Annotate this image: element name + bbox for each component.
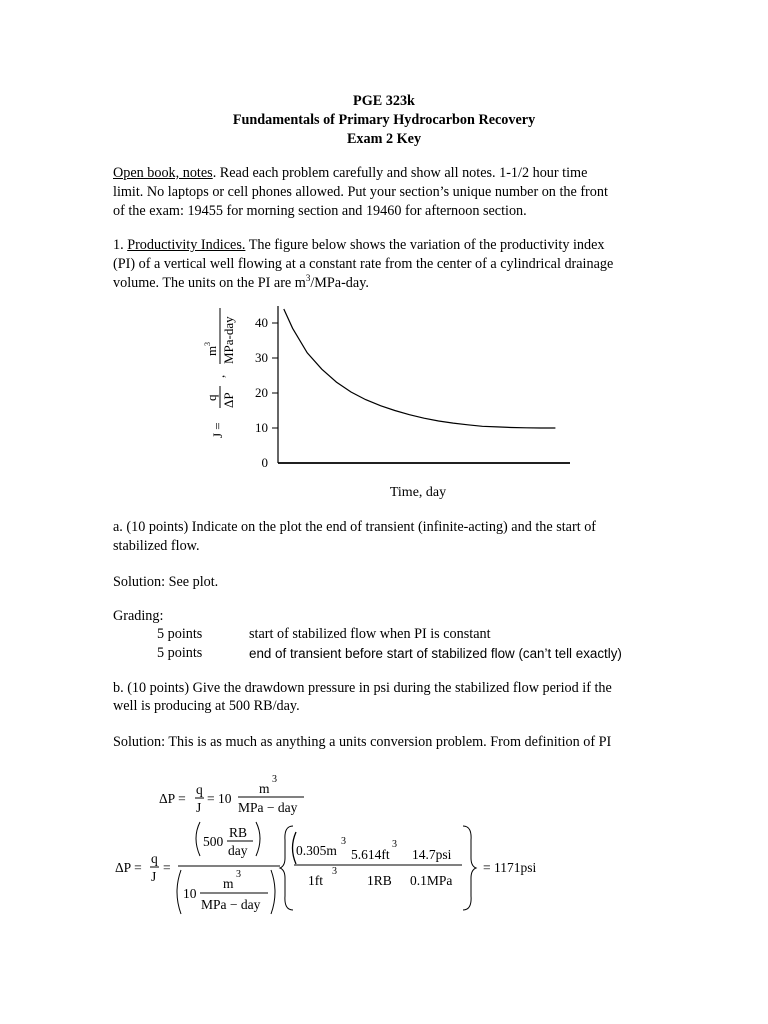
part-a-line-1: a. (10 points) Indicate on the plot the end of transient (infinite-acting) and the start of: [113, 519, 597, 535]
problem1-line-2: (PI) of a vertical well flowing at a constant rate from the center of a cylindrical drainage: [113, 256, 614, 272]
intro-line-3: of the exam: 19455 for morning section and 19460 for afternoon section.: [113, 203, 527, 219]
eq2-dp: ΔP =: [115, 860, 142, 875]
eq2-b2: 1RB: [367, 873, 392, 888]
eq1-eq10: = 10: [207, 791, 232, 806]
eq1-dp: ΔP =: [159, 791, 186, 806]
grading-1-points: 5 points: [157, 626, 203, 642]
y-tick-label: 20: [255, 385, 268, 400]
course-number: PGE 323k: [353, 93, 415, 109]
eq2-m: m: [223, 876, 234, 891]
superscript-3: 3: [305, 273, 311, 283]
y-tick-label: 30: [255, 350, 268, 365]
eq2-eq: =: [163, 860, 171, 875]
eq2-c3: 14.7psi: [412, 847, 452, 862]
grading-heading: Grading:: [113, 608, 164, 624]
problem1-line-3-text: volume. The units on the PI are m: [113, 275, 306, 291]
y-label-units: MPa-day: [221, 316, 236, 364]
part-b-line-1: b. (10 points) Give the drawdown pressure in psi during the stabilized flow period if the: [113, 680, 612, 696]
eq2-c1: 0.305m: [296, 843, 337, 858]
open-book-label: Open book, notes: [113, 165, 213, 181]
eq2-rb: RB: [229, 825, 248, 840]
grading-1-text: start of stabilized flow when PI is constant: [249, 626, 491, 642]
eq2-c1-sup: 3: [341, 836, 346, 847]
eq2-b1-sup: 3: [332, 866, 337, 877]
eq2-10: 10: [183, 886, 197, 901]
problem1-number: 1.: [113, 237, 128, 253]
y-tick-label: 0: [261, 455, 268, 470]
problem1-units: /MPa-day.: [310, 275, 369, 291]
x-axis-label: Time, day: [389, 485, 447, 500]
eq2-b1: 1ft: [308, 873, 323, 888]
eq2-c2: 5.614ft: [351, 847, 390, 862]
part-b-line-2: well is producing at 500 RB/day.: [113, 698, 300, 714]
eq2-c2-sup: 3: [392, 839, 397, 850]
grading-2-text: end of transient before start of stabilized flow (can’t tell exactly): [249, 646, 622, 661]
y-tick-label: 40: [255, 315, 268, 330]
part-a-line-2: stabilized flow.: [113, 538, 200, 554]
eq2-day: day: [228, 843, 248, 858]
y-label-m-sup: 3: [203, 342, 212, 346]
eq2-result: = 1171psi: [483, 860, 537, 875]
eq1-j: J: [196, 800, 202, 815]
course-title: Fundamentals of Primary Hydrocarbon Recovery: [232, 112, 536, 128]
y-label-j: J =: [210, 422, 225, 438]
part-a-solution: Solution: See plot.: [113, 574, 219, 590]
eq2-500: 500: [203, 834, 224, 849]
intro-line-1-text: . Read each problem carefully and show all notes. 1-1/2 hour time: [212, 165, 588, 181]
y-label-dp: ΔP: [221, 392, 236, 408]
eq2-q: q: [151, 851, 158, 866]
grading-2-points: 5 points: [157, 645, 203, 661]
equation-2: [115, 822, 536, 914]
y-label-comma: ,: [212, 374, 227, 378]
part-b-solution: Solution: This is as much as anything a units conversion problem. From definition of PI: [113, 734, 612, 750]
intro-line-2: limit. No laptops or cell phones allowed. Put your section’s unique number on the front: [113, 184, 608, 200]
eq2-b3: 0.1MPa: [410, 873, 453, 888]
problem1-heading: Productivity Indices.: [127, 237, 246, 253]
eq2-m-sup: 3: [236, 869, 241, 880]
y-label-q: q: [204, 394, 219, 401]
eq1-m: m: [259, 781, 270, 796]
problem1-line-1-text: The figure below shows the variation of the productivity index: [245, 237, 605, 253]
eq1-den: MPa − day: [238, 800, 298, 815]
equation-1: [159, 774, 304, 815]
exam-title: Exam 2 Key: [346, 131, 422, 147]
eq1-sup: 3: [272, 774, 277, 785]
eq2-mpaday: MPa − day: [201, 897, 261, 912]
eq1-q: q: [196, 782, 203, 797]
y-label-m: m: [204, 345, 219, 356]
eq2-j: J: [151, 869, 157, 884]
y-tick-label: 10: [255, 420, 268, 435]
